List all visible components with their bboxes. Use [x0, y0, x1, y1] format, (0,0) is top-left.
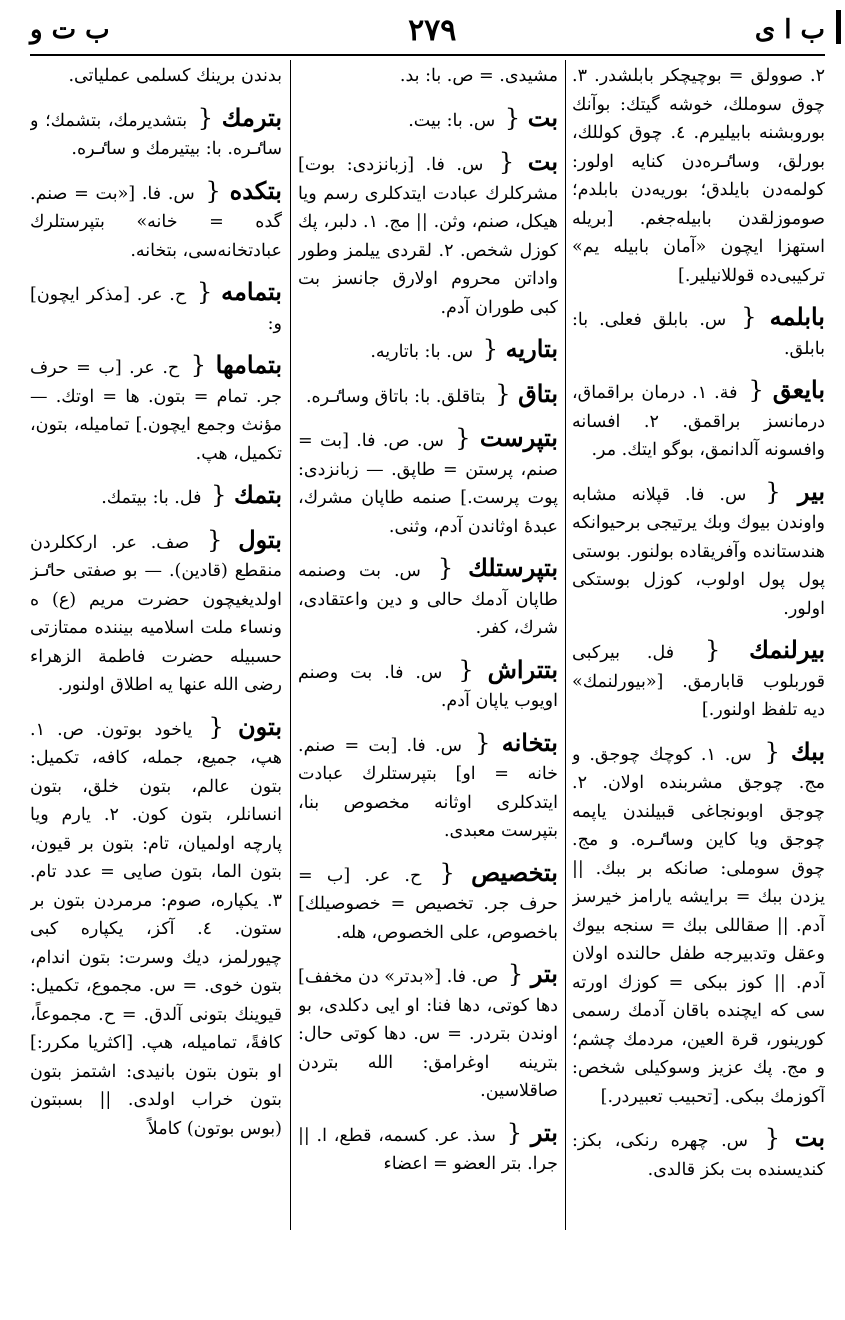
column-divider-right [565, 60, 566, 1230]
entry-headword: بیر { [761, 477, 825, 506]
entry-definition: فل. بیرکبی قوربلوب قابارمق. [«بیورلنمك» دیه تلفظ اولنور.] [572, 643, 825, 720]
entry-definition: ح. عر. [ب = حرف جر. تخصیص = خصوصیلك] باخصوص، علی الخصوص، هله. [298, 865, 558, 943]
dictionary-entry [572, 1123, 825, 1184]
entry-definition: بدندن برینك کسلمی عملیاتی. [68, 66, 282, 86]
dictionary-entry [572, 477, 825, 624]
entry-headword: بتمك { [207, 480, 282, 509]
entry-headword: بتمامها { [187, 350, 282, 379]
entry-headword: بتاریه { [479, 334, 558, 363]
entry-definition: س. بابلق فعلی. با: بابلق. [572, 310, 825, 359]
column-left [30, 62, 282, 1230]
entry-definition: مشیدی. = ص. با: بد. [399, 66, 558, 86]
dictionary-entry [30, 525, 282, 700]
entry-headword: بتاق { [491, 379, 558, 408]
entry-definition: س. بت وصنمه طاپان آدمك حالی و دین واعتقادی، شرك، کفر. [298, 561, 558, 638]
dictionary-entry [30, 350, 282, 468]
entry-headword: بتخانه { [471, 728, 558, 757]
dictionary-entry [298, 423, 558, 541]
entry-definition: س. فا. [«بت = صنم. گده = خانه» بتپرستلرك عبادتخانه‌سی، بتخانه. [30, 183, 282, 261]
entry-definition: س. ص. فا. [بت = صنم، پرستن = طاپق. — زبانزدی: پوت پرست.] صنمه طاپان مشرك، عبدهٔ اوثاندن آدم، وثنی. [298, 431, 558, 537]
dictionary-entry [30, 277, 282, 338]
entry-headword: بیرلنمك { [701, 635, 825, 664]
dictionary-entry [298, 728, 558, 846]
dictionary-entry [298, 959, 558, 1106]
column-middle [298, 62, 558, 1230]
dictionary-entry [30, 62, 282, 91]
dictionary-entry [298, 379, 558, 412]
entry-definition: سذ. عر. کسمه، قطع، ا. || جرا. بتر العضو = اعضاء [298, 1125, 558, 1174]
entry-definition: بتشدیرمك، بتشمك؛ و ساٸره. با: بیتیرمك و ساٸره. [30, 110, 282, 159]
column-right [572, 62, 825, 1230]
entry-headword: ببك { [761, 737, 825, 766]
entry-definition: ح. عر. [ب = حرف جر. تمام = بتون. ها = اوتك. — مؤنث وجمع ایچون.] تمامیله، بتون، تکمیل، هپ. [30, 358, 282, 464]
entry-headword: بتخصیص { [436, 858, 558, 887]
page-edge-marker [836, 10, 841, 44]
dictionary-entry [298, 147, 558, 322]
entry-definition: س. با: بیت. [408, 110, 496, 131]
entry-headword: بتر { [504, 959, 558, 988]
entry-headword: بتول { [203, 525, 282, 554]
entry-headword: بتپرست { [451, 423, 558, 452]
dictionary-entry [298, 1118, 558, 1179]
dictionary-entry [572, 375, 825, 465]
dictionary-entry [30, 712, 282, 1144]
entry-definition: س. فا. قپلانه مشابه واوندن بیوك وبك یرتیجی برحیوانکه هندستانده وآفریقاده بولنور. بوستی پول پول اولوب، کوزل بوستکی اولور. [572, 484, 825, 619]
entry-definition: فة. ۱. درمان براقماق، درمانسز براقمق. ۲. افسانه وافسونه آلدانمق، بوگو ایتك. مر. [572, 383, 825, 460]
entry-definition: س. ۱. کوچك چوجق. و مج. چوجق مشربنده اولان. ۲. چوجق اوبونجاغی قبیلندن یاپمه چوجق ویا کاین وساٸره. و مج. چوق سوملی: صانکه بر ببك. || یزدن ببك = برایشه یارامز خیرسز آدم. || صقاللی ببك = سنجه بیوك وعقل وتدبیرجه طفل حالنده اولان آدم. || کوز ببکی = کوزك اورته سی که ایچنده باقان آدمك رسمی کورینور، قرة العین، مردمك چشم؛ و مج. پك عزیز وسوکیلی شخص: آکوزمك ببکی. [تحبیب تعبیردر.] [572, 744, 825, 1107]
entry-headword: بت { [501, 103, 558, 132]
page-header [30, 8, 825, 52]
entry-definition: صف. عر. ارککلردن منقطع (قادین). — بو صفتی حاٸز اولدیغیچون حضرت مریم (ع) ه ونساء ملت اسلامیه بیننده ممتازتی حسبیله حضرت فاطمة الزهراء رضی الله عنها یه اطلاق اولنور. [30, 532, 282, 695]
entry-headword: بتون { [205, 712, 282, 741]
entry-definition: بتاقلق. با: باتاق وساٸره. [305, 386, 486, 407]
column-divider-left [290, 60, 291, 1230]
entry-definition: س. چهره رنکی، بکز: کندیسنده بت بکز قالدی. [572, 1131, 825, 1180]
entry-definition: س. فا. [بت = صنم. خانه = او] بتپرستلرك عبادت ایتدکلری اوثانه مخصوص بنا، بتپرست معبدی. [298, 735, 558, 841]
entry-headword: بترمك { [194, 103, 282, 132]
header-letters-left: ب ت و [30, 15, 110, 45]
dictionary-entry [572, 62, 825, 290]
entry-headword: بت { [761, 1123, 825, 1152]
dictionary-entry [572, 737, 825, 1112]
entry-headword: بابلمه { [737, 302, 825, 331]
entry-headword: بتپرستلك { [434, 553, 558, 582]
dictionary-entry [572, 302, 825, 363]
entry-definition: س. با: باتاریه. [370, 342, 474, 362]
header-rule [30, 54, 825, 56]
dictionary-entry [30, 176, 282, 266]
entry-headword: بت { [495, 147, 558, 176]
entry-definition: فل. با: بیتمك. [101, 488, 202, 508]
entry-headword: بتکده { [202, 176, 282, 205]
entry-headword: بتتراش { [454, 655, 558, 684]
entry-headword: بتمامه { [193, 277, 282, 306]
entry-headword: بایعق { [744, 375, 825, 404]
dictionary-entry [572, 635, 825, 725]
entry-definition: ۲. صوولق = بوچیچکر بابلشدر. ۳. چوق سوملك، خوشه گیتك: بوآنك بوروبشنه بابیلیرم. ٤. چوق کوللك، بورلق، وساٸره‌دن کنایه اولور: کولمه‌دن بایلدق؛ بوریه‌دن بابلدم؛ صوموزلقدن بابیله‌جغم. [بریله استهزا ایچون «آمان بابیله یم» ترکیبی‌ده قوللانیلیر.] [572, 66, 825, 286]
entry-definition: س. فا. [زبانزدی: بوت] مشرکلرك عبادت ایتدکلری رسم ویا هیكل، صنم، وثن. || مج. ۱. دلبر، پك کوزل شخص. ۲. لقردی ییلمز وطور واداتن محروم اولارق جانسز بت کبی طوران آدم. [298, 155, 558, 318]
dictionary-entry [298, 858, 558, 948]
dictionary-entry [298, 62, 558, 91]
dictionary-entry [30, 103, 282, 164]
dictionary-entry [298, 103, 558, 136]
entry-definition: ص. فا. [«بدتر» دن مخفف] دها کوتی، دها فنا: او ایی دکلدی، بو اوندن بتردر. = س. دها کوتی حال: بترینه اوغرامق: الله بتردن صاقلاسین. [298, 967, 558, 1101]
dictionary-entry [298, 655, 558, 716]
entry-headword: بتر { [503, 1118, 558, 1147]
dictionary-entry [298, 334, 558, 367]
page-number: ۲۷۹ [408, 12, 457, 48]
header-letters-right: ب ا ی [754, 15, 825, 45]
entry-definition: ح. عر. [مذکر ایچون] و: [30, 285, 282, 334]
entry-definition: س. فا. بت وصنم اویوب یاپان آدم. [298, 662, 558, 711]
dictionary-entry [298, 553, 558, 643]
dictionary-entry [30, 480, 282, 513]
entry-definition: یاخود بوتون. ص. ۱. هپ، جمیع، جمله، کافه، تکمیل: بتون عالم، بتون خلق، بتون انسانلر، بتون کون. ۲. یارم ویا پارچه اولمیان، تام: بتون بر قیون، بتون الما، بتون صایی = عدد تام. ۳. یکپاره، صوم: مرمردن بتون بر ستون. ٤. آکز، یکپاره کبی چیورلمز، دیك وسرت: بتون اندام، بتون خوی. = س. مجموع، تکمیل: قیوینك بتونی آلدق. = ح. مجموعاً، کافةً، تمامیله، هپ. [اکثریا مکرر:] او بتون بتون بانیدی: اشتمز بتون بتون خراب اولدی. || بسبتون (بوس بوتون) کاملاً [30, 719, 282, 1139]
